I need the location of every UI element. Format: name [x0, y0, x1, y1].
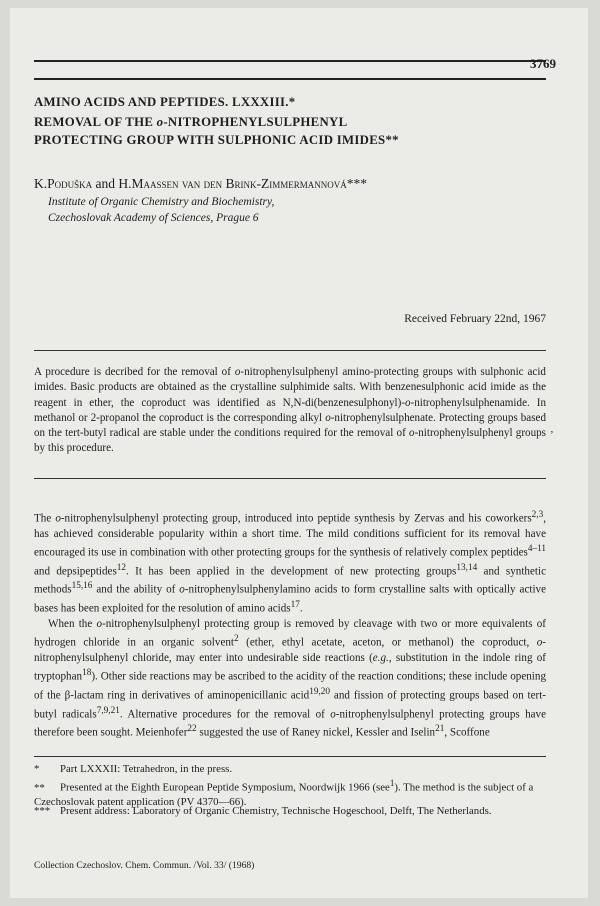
- title-line-2: REMOVAL OF THE o-NITROPHENYLSULPHENYL: [34, 115, 348, 129]
- stray-mark: ’: [550, 429, 554, 441]
- abstract-rule-top: [34, 350, 546, 351]
- abstract: A procedure is decribed for the removal of o-nitrophenylsulphenyl amino-protecting groups with sulphonic acid imides. Basic products are obtained as the crystalline sulphimide salts. With benzenesulphonic acid imide as the reagent in ether, the coproduct was identified as N,N-di(benzenesulphonyl)-o-nitrophenylsulphenamide. In methanol or 2-propanol the coproduct is the corresponding alkyl o-nitrophenylsulphenate. Protecting groups based on the tert-butyl radical are stable under the conditions required for the removal of o-nitrophenylsulphenyl groups by this procedure.: [34, 366, 547, 455]
- paragraph-2: When the o-nitrophenylsulphenyl protecting group is removed by cleavage with two or more equivalents of hydrogen chloride in an organic solvent$^2$ (ether, ethyl acetate, aceton, or methanol) the coproduct, o-nitrophenylsulphenyl chloride, may enter into undesirable side reactions (e.g., substitution in the indole ring of tryptophan$^{18}$). Other side reactions may be ascribed to the acidity of the reaction conditions; these include opening of the β-lactam ring in derivatives of aminopenicillanic acid$^{19,20}$ and fission of protecting groups based on tert-butyl radicals$^{7,9,21}$. Alternative procedures for the removal of o-nitrophenylsulphenyl protecting groups have therefore been sought. Meienhofer$^{22}$ suggested the use of Raney nickel, Kessler and Iselin$^{21}$, Scoffone: [34, 618, 547, 739]
- footnote-rule: [34, 756, 546, 757]
- header-rule-top: [34, 60, 546, 62]
- author-list: K.Poduška and H.Maassen van den Brink-Zimmermannová***: [34, 176, 367, 191]
- affiliation-line-2: Czechoslovak Academy of Sciences, Prague 6: [48, 212, 259, 224]
- journal-citation: Collection Czechoslov. Chem. Commun. /Vol. 33/ (1968): [34, 860, 255, 871]
- abstract-rule-bottom: [34, 478, 546, 479]
- received-date: Received February 22nd, 1967: [404, 313, 546, 325]
- title-line-3: PROTECTING GROUP WITH SULPHONIC ACID IMIDES**: [34, 133, 399, 147]
- footnote-2: ** Presented at the Eighth European Peptide Symposium, Noordwijk 1966 (see$^1$). The method is the subject of a Czechoslovak patent application (PV 4370—66).: [34, 778, 534, 808]
- header-rule-bottom: [34, 78, 546, 80]
- page-number: 3769: [530, 56, 556, 71]
- footnote-3: *** Present address: Laboratory of Organic Chemistry, Technische Hogeschool, Delft, The Netherlands.: [34, 805, 492, 817]
- affiliation-line-1: Institute of Organic Chemistry and Biochemistry,: [48, 196, 275, 208]
- footnote-1: * Part LXXXII: Tetrahedron, in the press.: [34, 763, 233, 775]
- journal-page: [10, 8, 588, 898]
- title-line-1: AMINO ACIDS AND PEPTIDES. LXXXIII.*: [34, 95, 296, 109]
- paragraph-1: The o-nitrophenylsulphenyl protecting group, introduced into peptide synthesis by Zervas and his coworkers$^{2,3}$, has achieved considerable popularity within a short time. The mild conditions sufficient for its removal have encouraged its use in combination with other protecting groups for the synthesis of relatively complex peptides$^{4-11}$ and depsipeptides$^{12}$. It has been applied in the development of new protecting groups$^{13,14}$ and synthetic methods$^{15,16}$ and the ability of o-nitrophenylsulphenylamino acids to form crystalline salts with optically active bases has been exploited for the resolution of amino acids$^{17}$.: [34, 510, 547, 615]
- body-text: [34, 508, 546, 741]
